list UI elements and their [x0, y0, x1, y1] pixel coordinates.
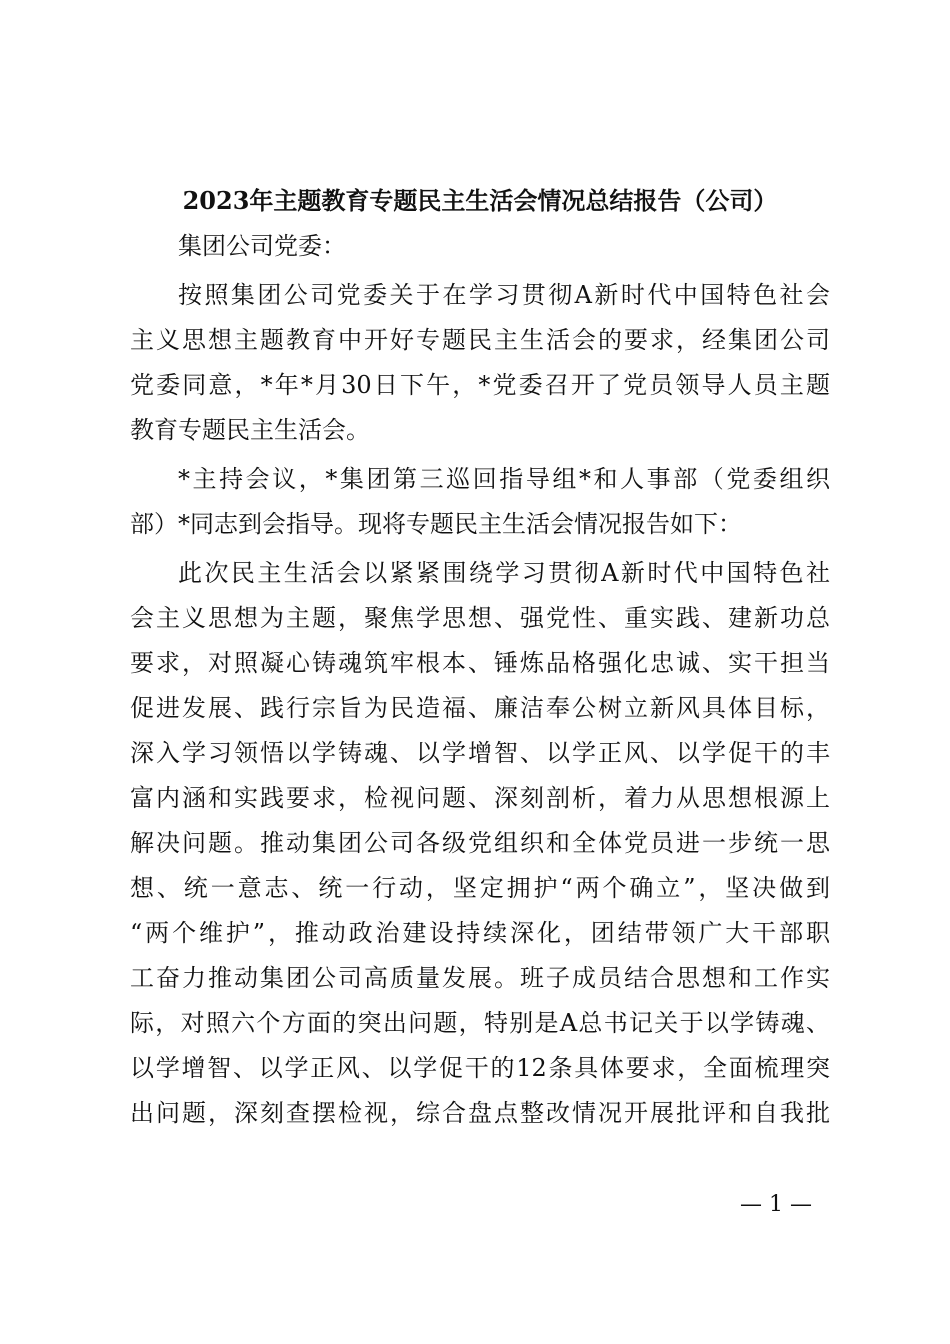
paragraph-line: 以学增智、以学正风、以学促干的12条具体要求，全面梳理突	[130, 1054, 830, 1082]
salutation: 集团公司党委：	[178, 232, 346, 260]
paragraph-line: “两个维护”，推动政治建设持续深化，团结带领广大干部职	[130, 919, 830, 947]
paragraph-line: 出问题，深刻查摆检视，综合盘点整改情况开展批评和自我批	[130, 1099, 830, 1127]
paragraph-line: 际，对照六个方面的突出问题，特别是A总书记关于以学铸魂、	[130, 1009, 830, 1037]
paragraph-line: 主义思想主题教育中开好专题民主生活会的要求，经集团公司	[130, 326, 830, 354]
paragraph-2	[130, 457, 830, 547]
paragraph-line: 教育专题民主生活会。	[130, 416, 370, 444]
paragraph-line: 要求，对照凝心铸魂筑牢根本、锤炼品格强化忠诚、实干担当	[130, 649, 830, 677]
paragraph-line: 按照集团公司党委关于在学习贯彻A新时代中国特色社会	[178, 281, 830, 309]
paragraph-3	[130, 551, 830, 1136]
paragraph-line: 此次民主生活会以紧紧围绕学习贯彻A新时代中国特色社	[178, 559, 830, 587]
paragraph-line: 部）*同志到会指导。现将专题民主生活会情况报告如下：	[130, 510, 742, 538]
paragraph-line: *主持会议，*集团第三巡回指导组*和人事部（党委组织	[178, 465, 830, 493]
document-title: 2023年主题教育专题民主生活会情况总结报告（公司）	[182, 186, 778, 215]
paragraph-line: 党委同意，*年*月30日下午，*党委召开了党员领导人员主题	[130, 371, 830, 399]
paragraph-line: 深入学习领悟以学铸魂、以学增智、以学正风、以学促干的丰	[130, 739, 830, 767]
paragraph-line: 工奋力推动集团公司高质量发展。班子成员结合思想和工作实	[130, 964, 830, 992]
document-body	[130, 224, 830, 1136]
paragraph-1	[130, 273, 830, 453]
paragraph-line: 促进发展、践行宗旨为民造福、廉洁奉公树立新风具体目标，	[130, 694, 830, 722]
paragraph-line: 想、统一意志、统一行动，坚定拥护“两个确立”，坚决做到	[130, 874, 830, 902]
paragraph-line: 富内涵和实践要求，检视问题、深刻剖析，着力从思想根源上	[130, 784, 830, 812]
paragraph-line: 解决问题。推动集团公司各级党组织和全体党员进一步统一思	[130, 829, 830, 857]
paragraph-line: 会主义思想为主题，聚焦学思想、强党性、重实践、建新功总	[130, 604, 830, 632]
page-number: — 1 —	[740, 1192, 812, 1217]
